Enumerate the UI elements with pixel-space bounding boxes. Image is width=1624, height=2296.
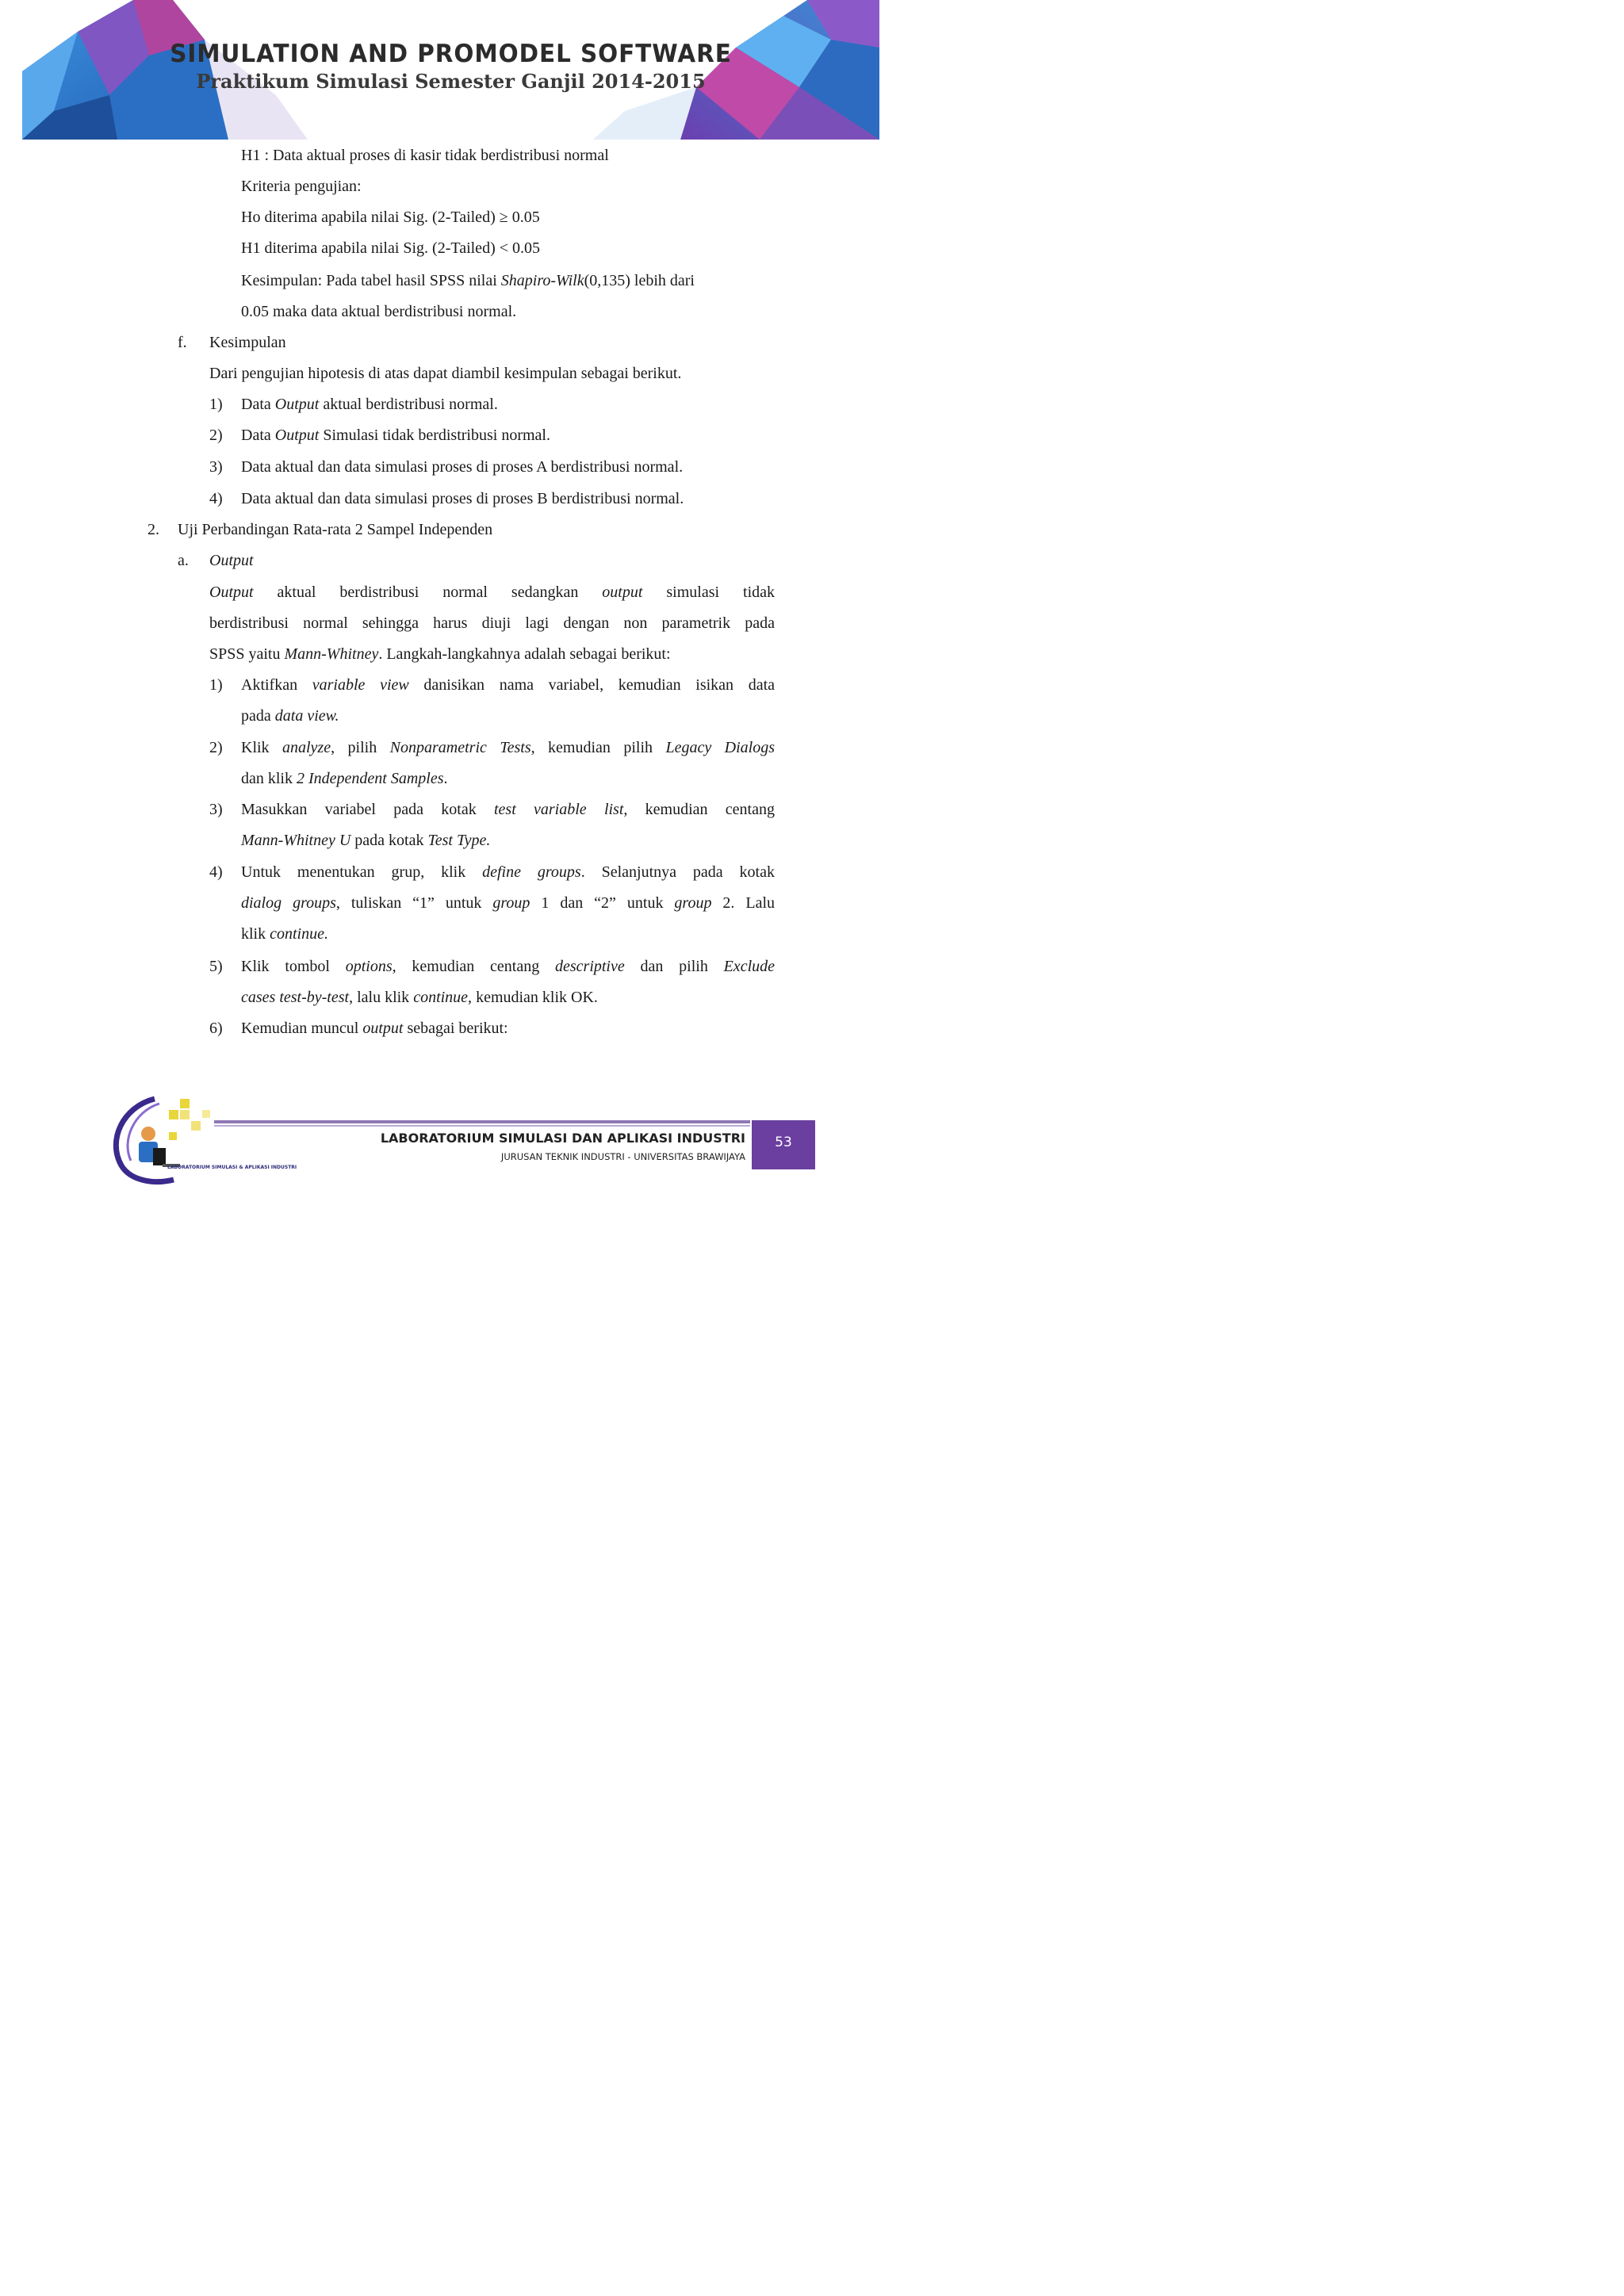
lab-logo (107, 1093, 297, 1188)
section-f-title: Kesimpulan (209, 334, 286, 351)
criteria-label: Kriteria pengujian: (241, 178, 362, 195)
step-1-line-2: pada data view. (241, 707, 339, 725)
step-2-line-2: dan klik 2 Independent Samples. (241, 770, 448, 787)
step-number: 5) (209, 958, 223, 975)
step-1-line-1: Aktifkan variable view danisikan nama variabel, kemudian isikan data (241, 676, 775, 694)
step-number: 1) (209, 676, 223, 694)
list-item: Data Output aktual berdistribusi normal. (241, 396, 498, 413)
footer-divider-thin (214, 1125, 750, 1127)
banner-subtitle: Praktikum Simulasi Semester Ganjil 2014-2015 (196, 70, 706, 93)
ho-rule: Ho diterima apabila nilai Sig. (2-Tailed) ≥ 0.05 (241, 209, 540, 226)
step-2-line-1: Klik analyze, pilih Nonparametric Tests, kemudian pilih Legacy Dialogs (241, 739, 776, 756)
footer-department: JURUSAN TEKNIK INDUSTRI - UNIVERSITAS BRAWIJAYA (500, 1151, 745, 1162)
footer-divider (214, 1120, 750, 1123)
list-item: Data aktual dan data simulasi proses di proses A berdistribusi normal. (241, 458, 684, 476)
paragraph-line-1: Output aktual berdistribusi normal sedangkan output simulasi tidak (209, 584, 776, 601)
step-number: 4) (209, 863, 223, 881)
section-a-title: Output (209, 552, 254, 569)
step-number: 6) (209, 1020, 223, 1037)
item-marker-f: f. (178, 334, 187, 351)
paragraph-line-3: SPSS yaitu Mann-Whitney. Langkah-langkahnya adalah sebagai berikut: (209, 645, 671, 663)
step-number: 2) (209, 739, 223, 756)
section-2-number: 2. (147, 521, 159, 538)
step-4-line-1: Untuk menentukan grup, klik define groups. Selanjutnya pada kotak (241, 863, 775, 881)
conclusion-line-1: Kesimpulan: Pada tabel hasil SPSS nilai Shapiro-Wilk(0,135) lebih dari (241, 272, 695, 289)
list-number: 3) (209, 458, 223, 476)
step-5-line-1: Klik tombol options, kemudian centang descriptive dan pilih Exclude (241, 958, 775, 975)
section-2-title: Uji Perbandingan Rata-rata 2 Sampel Independen (178, 521, 493, 538)
step-3-line-2: Mann-Whitney U pada kotak Test Type. (241, 832, 491, 849)
list-number: 1) (209, 396, 223, 413)
list-item: Data Output Simulasi tidak berdistribusi normal. (241, 427, 550, 444)
list-number: 4) (209, 490, 223, 507)
page-number: 53 (752, 1120, 815, 1169)
list-item: Data aktual dan data simulasi proses di proses B berdistribusi normal. (241, 490, 684, 507)
h1-rule: H1 diterima apabila nilai Sig. (2-Tailed) < 0.05 (241, 239, 541, 257)
step-4-line-3: klik continue. (241, 925, 328, 943)
section-f-intro: Dari pengujian hipotesis di atas dapat diambil kesimpulan sebagai berikut. (209, 365, 682, 382)
lab-logo-text: LABORATORIUM SIMULASI & APLIKASI INDUSTRI (167, 1165, 297, 1170)
item-marker-a: a. (178, 552, 189, 569)
step-6-line-1: Kemudian muncul output sebagai berikut: (241, 1020, 508, 1037)
paragraph-line-2: berdistribusi normal sehingga harus diuji lagi dengan non parametrik pada (209, 614, 775, 632)
step-number: 3) (209, 801, 223, 818)
lab-logo-icon (107, 1093, 297, 1188)
banner-title: SIMULATION AND PROMODEL SOFTWARE (170, 40, 732, 68)
conclusion-line-2: 0.05 maka data aktual berdistribusi normal. (241, 303, 517, 320)
step-5-line-2: cases test-by-test, lalu klik continue, kemudian klik OK. (241, 989, 598, 1006)
hypothesis-h1: H1 : Data aktual proses di kasir tidak berdistribusi normal (241, 147, 609, 164)
step-4-line-2: dialog groups, tuliskan “1” untuk group 1 dan “2” untuk group 2. Lalu (241, 894, 776, 912)
header-banner (22, 0, 879, 140)
footer-lab-name: LABORATORIUM SIMULASI DAN APLIKASI INDUSTRI (380, 1131, 745, 1146)
list-number: 2) (209, 427, 223, 444)
step-3-line-1: Masukkan variabel pada kotak test variable list, kemudian centang (241, 801, 775, 818)
